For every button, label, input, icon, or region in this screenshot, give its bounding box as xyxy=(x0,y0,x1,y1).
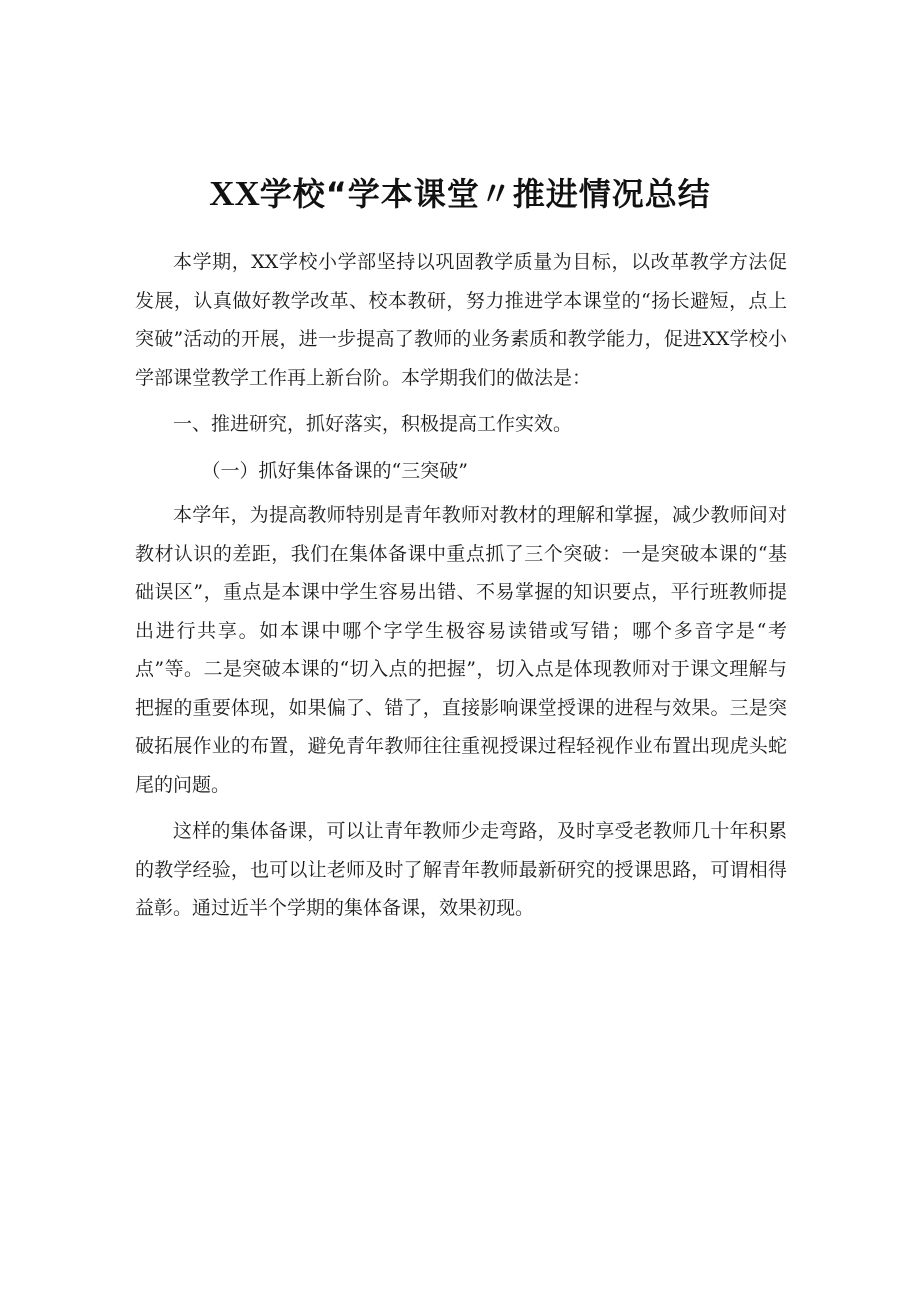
section-heading: 一、推进研究，抓好落实，积极提高工作实效。 xyxy=(173,413,573,435)
intro-paragraph: 本学期，XX学校小学部坚持以巩固教学质量为目标，以改革教学方法促发展，认真做好教学改革、校本教研，努力推进学本课堂的“扬长避短，点上突破”活动的开展，进一步提高了教师的业务素质和教学能力，促进XX学校小学部课堂教学工作再上新台阶。本学期我们的做法是： xyxy=(135,251,787,389)
document-title xyxy=(0,172,920,216)
document-body xyxy=(135,243,787,928)
body-paragraph: 这样的集体备课，可以让青年教师少走弯路，及时享受老教师几十年积累的教学经验，也可以让老师及时了解青年教师最新研究的授课思路，可谓相得益彰。通过近半个学期的集体备课，效果初现。 xyxy=(135,820,787,919)
title-prefix: XX xyxy=(209,174,260,213)
subsection-heading: （一）抓好集体备课的“三突破” xyxy=(201,459,468,482)
body-paragraph: 本学年，为提高教师特别是青年教师对教材的理解和掌握，减少教师间对教材认识的差距，我们在集体备课中重点抓了三个突破：一是突破本课的“基础误区”，重点是本课中学生容易出错、不易掌握的知识要点，平行班教师提出进行共享。如本课中哪个字学生极容易读错或写错；哪个多音字是“考点”等。二是突破本课的“切入点的把握”，切入点是体现教师对于课文理解与把握的重要体现，如果偏了、错了，直接影响课堂授课的进程与效果。三是突破拓展作业的布置，避免青年教师往往重视授课过程轻视作业布置出现虎头蛇尾的问题。 xyxy=(135,504,787,796)
title-text: 学校“学本课堂〃推进情况总结 xyxy=(259,175,711,213)
